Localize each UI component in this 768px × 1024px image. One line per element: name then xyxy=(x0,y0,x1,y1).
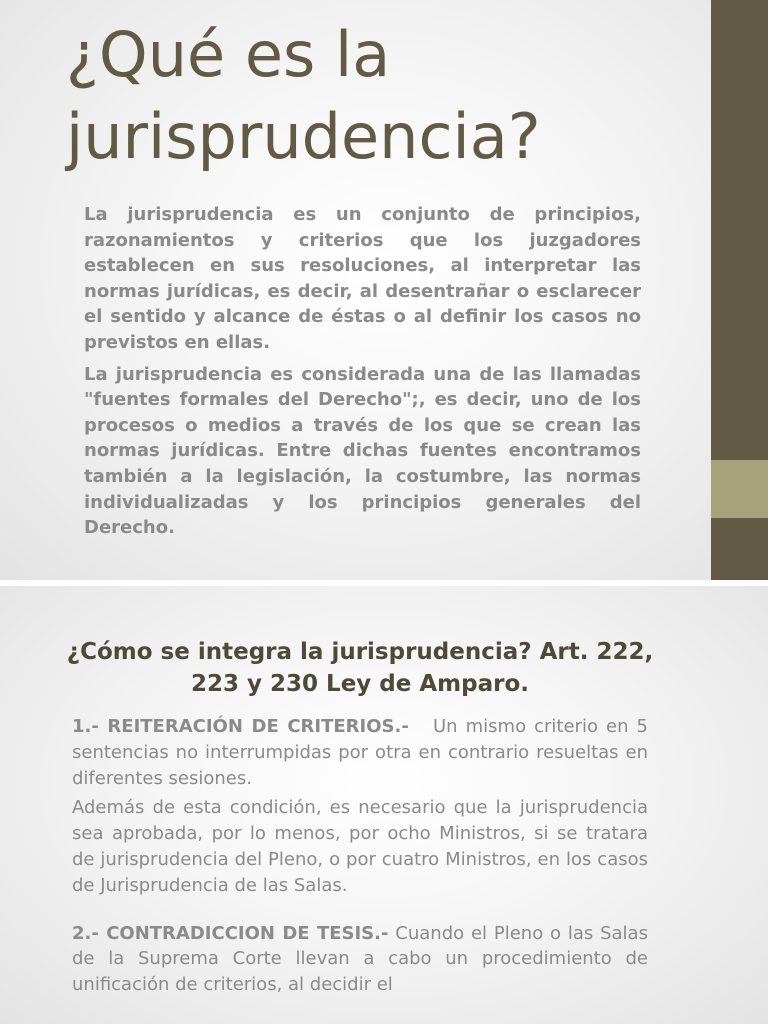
item-text: Un mismo criterio en 5 sentencias no interrumpidas por otra en contrario resueltas en diferentes sesiones. xyxy=(72,716,648,789)
sources-paragraph: La jurisprudencia es considerada una de las llamadas "fuentes formales del Derecho";, es decir, uno de los procesos o medios a través de los que se crean las normas jurídicas. Entre dichas fuentes encontramos también a la legislación, la costumbre, las normas individualizadas y los principios generales del Derecho. xyxy=(84,363,641,539)
item-reiteration-extra: Además de esta condición, es necesario que la jurisprudencia sea aprobada, por lo menos, por ocho Ministros, si se tratara de jurisprudencia del Pleno, o por cuatro Ministros, en los casos de Jurisprudencia de las Salas. xyxy=(72,797,648,896)
definition-paragraph: La jurisprudencia es un conjunto de principios, razonamientos y criterios que los juzgadores establecen en sus resoluciones, al interpretar las normas jurídicas, es decir, al desentrañar o esclarecer el sentido y alcance de éstas o al definir los casos no previstos en ellas. xyxy=(84,204,641,353)
slide-how-integrated xyxy=(0,586,768,1024)
slide-body xyxy=(72,714,648,1024)
side-decoration-bar xyxy=(711,0,768,580)
item-lead: 2.- CONTRADICCION DE TESIS.- xyxy=(72,922,389,944)
item-contradiction xyxy=(72,921,648,998)
item-reiteration xyxy=(72,714,648,791)
slide-title: ¿Cómo se integra la jurisprudencia? Art. 222, 223 y 230 Ley de Amparo. xyxy=(66,639,654,697)
item-text: Cuando el Pleno o las Salas de la Suprema Corte llevan a cabo un procedimiento de unificación de criterios, al decidir el xyxy=(72,922,648,996)
slide-body xyxy=(84,202,641,577)
side-accent-block xyxy=(711,460,768,518)
slide-title: ¿Qué es la jurisprudencia? xyxy=(66,18,541,173)
item-lead: 1.- REITERACIÓN DE CRITERIOS.- xyxy=(72,716,409,737)
